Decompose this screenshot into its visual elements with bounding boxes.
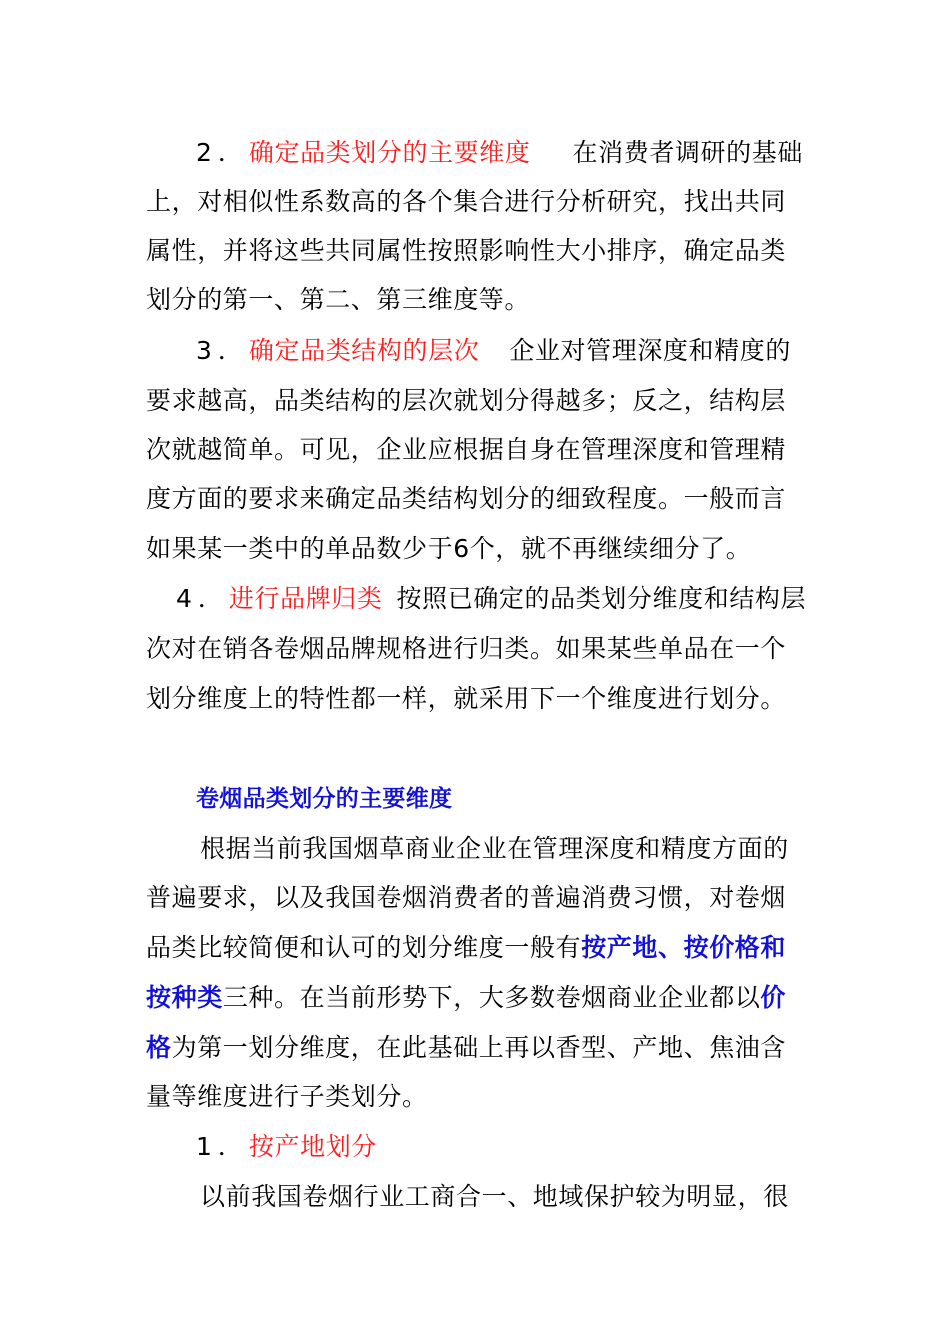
dimensions-line4 xyxy=(146,983,826,1013)
dimensions-line3 xyxy=(146,933,826,963)
dimensions-line6: 量等维度进行子类划分。 xyxy=(146,1082,428,1111)
item4-number: 4． xyxy=(176,584,229,613)
item3-number: 3． xyxy=(196,336,249,365)
dimensions-highlight-2: 按种类 xyxy=(146,983,223,1012)
item4-line1-text: 按照已确定的品类划分维度和结构层 xyxy=(396,584,807,613)
item2-line1 xyxy=(196,138,826,168)
item1-number: 1． xyxy=(196,1132,249,1161)
item4-heading: 进行品牌归类 xyxy=(228,584,383,613)
dimensions-highlight-1: 按产地、按价格和 xyxy=(581,933,787,962)
item2-line3: 属性，并将这些共同属性按照影响性大小排序，确定品类 xyxy=(146,236,787,265)
item1-heading: 按产地划分 xyxy=(248,1132,377,1161)
item3-line5: 如果某一类中的单品数少于6个，就不再继续细分了。 xyxy=(146,534,752,563)
dimensions-line2: 普遍要求，以及我国卷烟消费者的普遍消费习惯，对卷烟 xyxy=(146,883,787,912)
item3-heading: 确定品类结构的层次 xyxy=(248,336,480,365)
dimensions-highlight-3b: 格 xyxy=(146,1033,172,1062)
dimensions-line1: 根据当前我国烟草商业企业在管理深度和精度方面的 xyxy=(200,834,789,863)
item2-line1-text: 在消费者调研的基础 xyxy=(572,138,803,167)
item2-line4: 划分的第一、第二、第三维度等。 xyxy=(146,285,531,314)
item1-line1 xyxy=(196,1132,826,1162)
item4-line3: 划分维度上的特性都一样，就采用下一个维度进行划分。 xyxy=(146,684,787,713)
dimensions-line5 xyxy=(146,1033,826,1063)
dimensions-line5-text: 为第一划分维度，在此基础上再以香型、产地、焦油含 xyxy=(171,1033,787,1062)
item3-line2: 要求越高，品类结构的层次就划分得越多；反之，结构层 xyxy=(146,386,787,415)
item3-line4: 度方面的要求来确定品类结构划分的细致程度。一般而言 xyxy=(146,484,787,513)
item3-line3: 次就越简单。可见，企业应根据自身在管理深度和管理精 xyxy=(146,435,787,464)
dimensions-line3-text: 品类比较简便和认可的划分维度一般有 xyxy=(146,933,582,962)
item2-line2: 上，对相似性系数高的各个集合进行分析研究，找出共同 xyxy=(146,187,787,216)
item3-line1 xyxy=(196,336,826,366)
item4-line1 xyxy=(176,584,826,614)
item1-body-line1: 以前我国卷烟行业工商合一、地域保护较为明显，很 xyxy=(200,1182,789,1211)
dimensions-title: 卷烟品类划分的主要维度 xyxy=(196,786,453,812)
item3-line1-text: 企业对管理深度和精度的 xyxy=(509,336,791,365)
dimensions-highlight-3a: 价 xyxy=(760,983,787,1012)
item2-number: 2． xyxy=(196,138,249,167)
item4-line2: 次对在销各卷烟品牌规格进行归类。如果某些单品在一个 xyxy=(146,634,787,663)
dimensions-line4-text: 三种。在当前形势下，大多数卷烟商业企业都以 xyxy=(222,983,761,1012)
item2-heading: 确定品类划分的主要维度 xyxy=(248,138,531,167)
